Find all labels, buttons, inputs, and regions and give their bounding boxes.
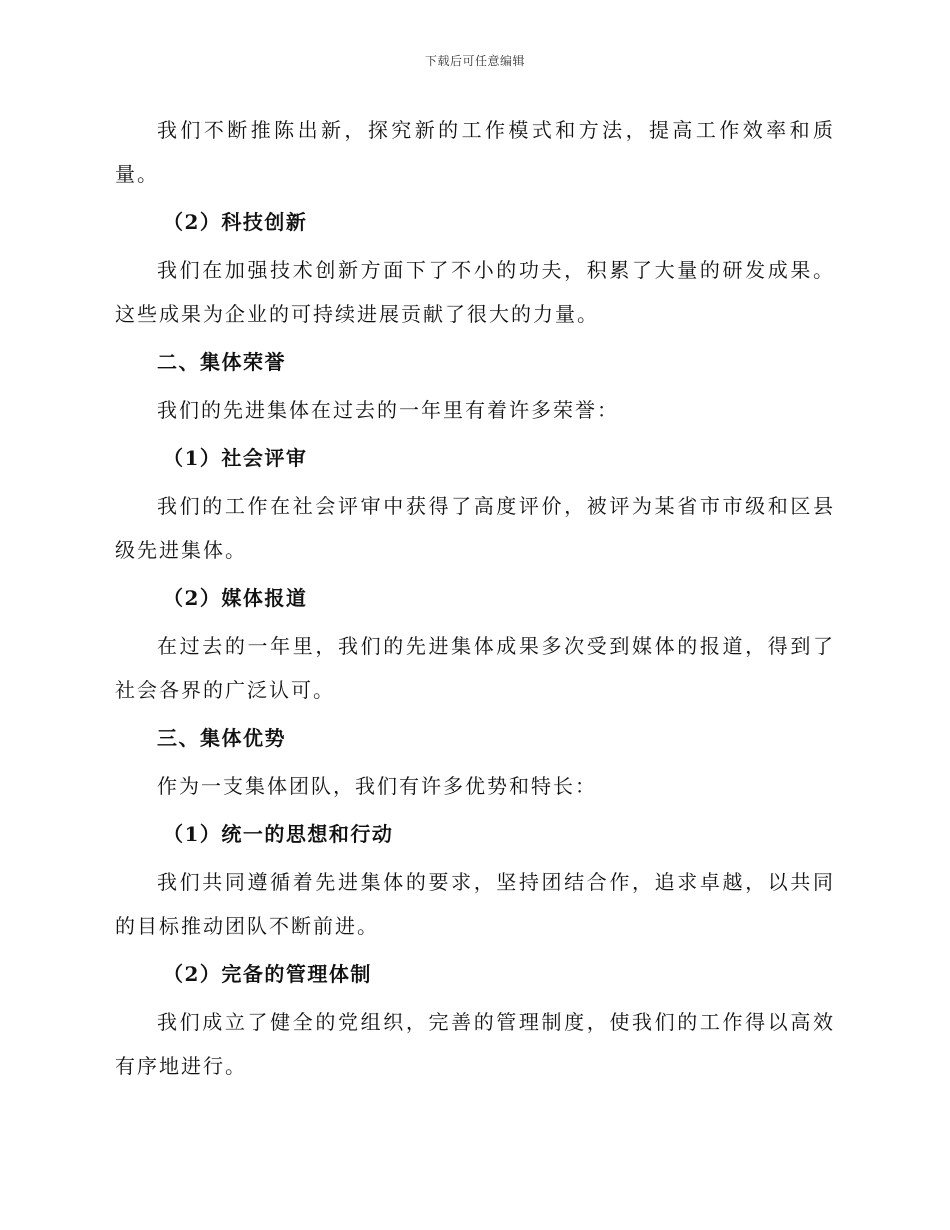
paragraph: 我们不断推陈出新，探究新的工作模式和方法，提高工作效率和质量。 (115, 118, 835, 186)
paragraph: 在过去的一年里，我们的先进集体成果多次受到媒体的报道，得到了社会各界的广泛认可。 (115, 634, 835, 702)
paragraph: 作为一支集体团队，我们有许多优势和特长： (157, 774, 597, 798)
paragraph: 我们在加强技术创新方面下了不小的功夫，积累了大量的研发成果。这些成果为企业的可持续进展贡献了很大的力量。 (115, 258, 835, 326)
document-body (115, 108, 835, 1092)
paragraph: 我们成立了健全的党组织，完善的管理制度，使我们的工作得以高效有序地进行。 (115, 1010, 835, 1078)
paragraph: 我们共同遵循着先进集体的要求，坚持团结合作，追求卓越，以共同的目标推动团队不断前进。 (115, 870, 835, 938)
subsection-heading: （1）社会评审 (163, 446, 308, 470)
subsection-heading: （2）科技创新 (163, 210, 308, 234)
section-heading: 三、集体优势 (157, 726, 286, 750)
section-heading: 二、集体荣誉 (157, 350, 286, 374)
subsection-heading: （2）媒体报道 (163, 586, 308, 610)
paragraph: 我们的先进集体在过去的一年里有着许多荣誉： (157, 398, 619, 422)
paragraph: 我们的工作在社会评审中获得了高度评价，被评为某省市市级和区县级先进集体。 (115, 494, 835, 562)
subsection-heading: （1）统一的思想和行动 (163, 822, 394, 846)
subsection-heading: （2）完备的管理体制 (163, 962, 372, 986)
page-header: 下载后可任意编辑 (424, 54, 525, 68)
